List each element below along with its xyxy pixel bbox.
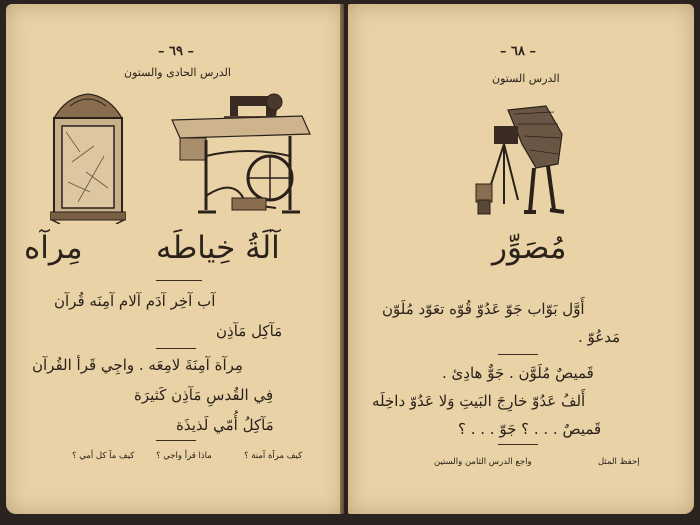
section-divider <box>498 444 538 445</box>
word-sewing-machine: آلَةُ خِياطَه <box>156 230 280 266</box>
page-number: – ٦٨ – <box>500 44 537 59</box>
photographer-illustration <box>474 104 570 220</box>
reading-line-3: مِرآة آمِنَةَ لامِعَه . واجِي قَرأ القُرآن <box>32 356 243 374</box>
section-divider <box>156 348 196 349</box>
exercise-question: ماذا قرأ واجي ؟ <box>156 451 212 461</box>
reading-line-2: مَدعُوّ . <box>578 328 621 346</box>
footer-review: واجع الدرس الثامن والستين <box>434 457 532 467</box>
lesson-title: الدرس الحادى والستون <box>124 66 231 79</box>
footer-memorize: إحفظ المثل <box>598 457 640 467</box>
lesson-title: الدرس الستون <box>492 72 560 85</box>
reading-line-4: أَلفُ عَدُوّ خارِجَ البَيتِ وَلا عَدُوّ داخِلَه <box>372 392 586 410</box>
section-divider <box>156 440 196 441</box>
mirror-illustration <box>50 92 126 224</box>
left-page <box>6 4 344 514</box>
reading-line-5: قَميصٌ . . . ؟ جَوّ . . . ؟ <box>458 420 602 438</box>
word-mirror: مِرآه <box>24 230 83 266</box>
reading-line-1: آب آخِر آدَم آلام آمِنَه قُرآن <box>54 292 216 310</box>
reading-line-2: مَآكِل مَآذِن <box>216 322 283 340</box>
exercise-question: كيف مآ كل أمي ؟ <box>72 451 135 461</box>
reading-line-1: أَوَّل بَوّاب جَوّ عَدُوّ قُوّه تعَوّد مُلَوّن <box>382 300 585 318</box>
right-page <box>348 4 694 514</box>
reading-line-4: فِي القُدسِ مَآذِن كَثيرَة <box>134 386 274 404</box>
reading-line-3: قَميصٌ مُلَوَّن . جَوٌّ هادِئ . <box>442 364 594 382</box>
section-divider <box>156 280 202 281</box>
sewing-machine-illustration <box>166 86 312 222</box>
reading-line-5: مَآكِلُ أُمّي لَذيذَة <box>176 416 274 434</box>
word-photographer: مُصَوِّر <box>492 230 567 266</box>
page-number: – ٦٩ – <box>158 44 195 59</box>
exercise-question: كيف مرآة آمنة ؟ <box>244 451 303 461</box>
section-divider <box>498 354 538 355</box>
